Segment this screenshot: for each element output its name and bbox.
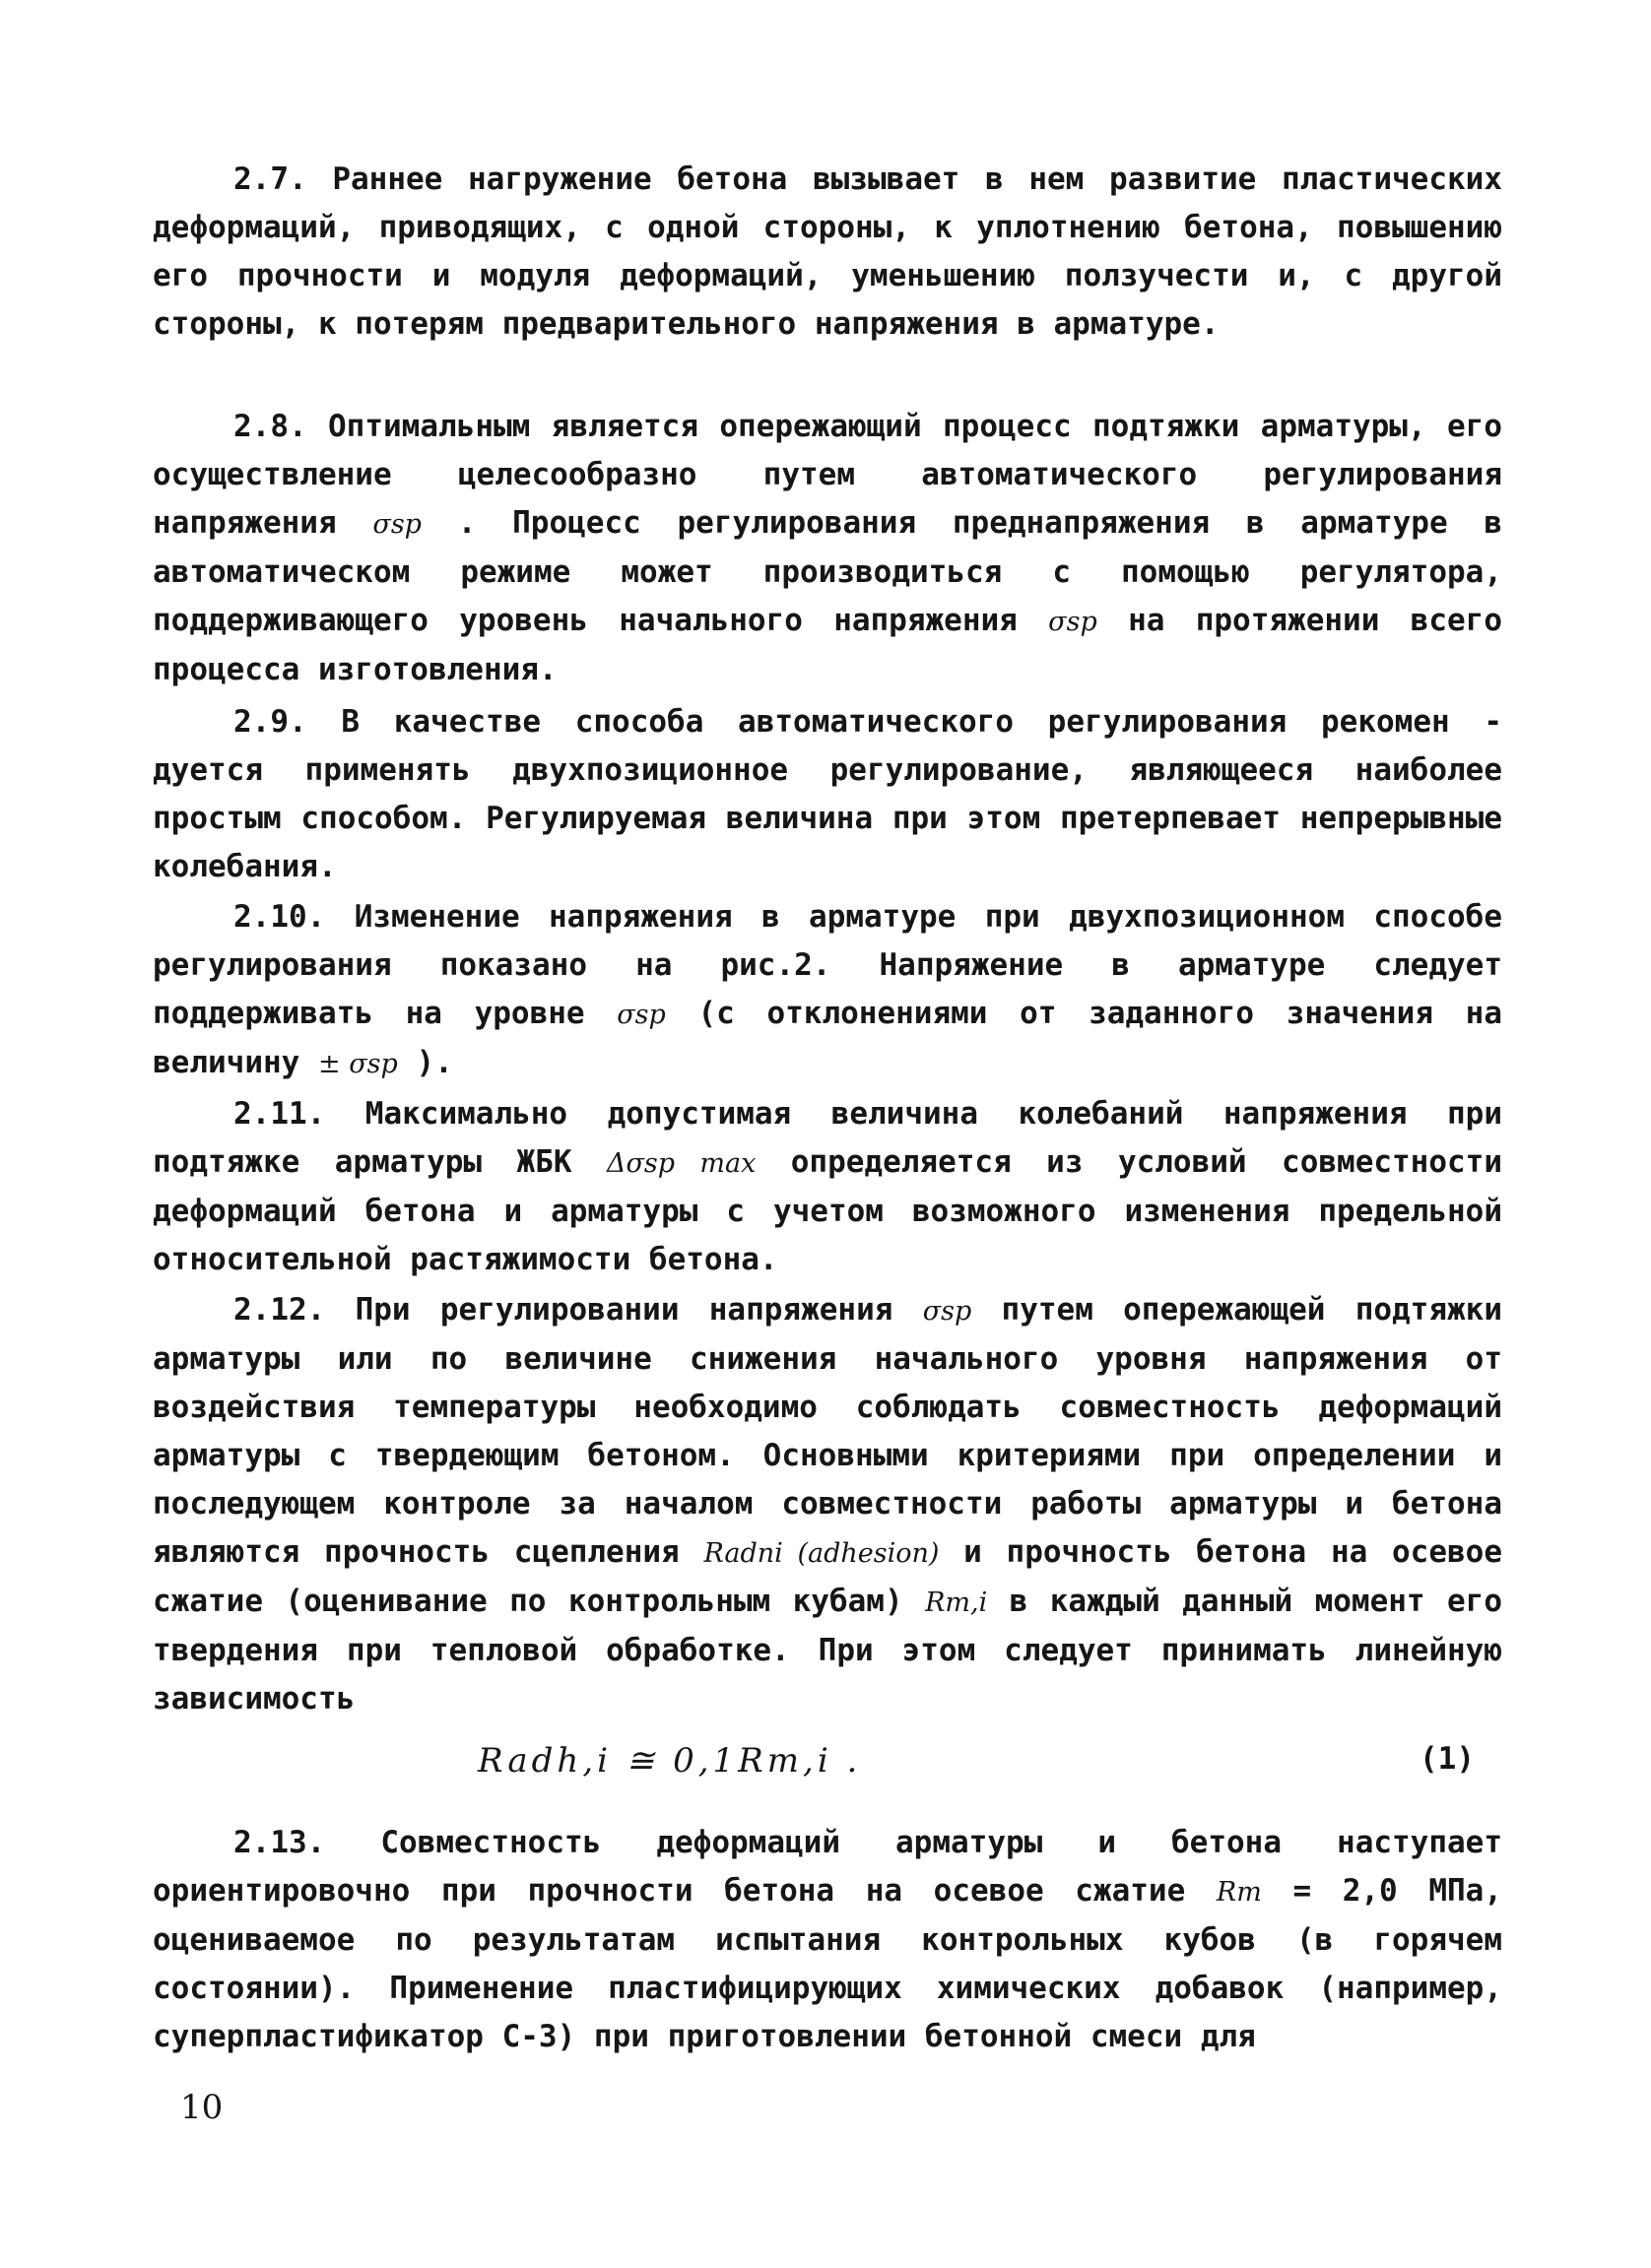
symbol-sigma-sp: σsp — [372, 509, 422, 540]
paragraph-number: 2.11. — [233, 1096, 326, 1132]
paragraph-text: В качестве способа автоматического регулирования рекомен - дуется применять двухпозиционное регулирование, являющееся наиболее простым способом. Регулируемая величина при этом претерпевает непрерывные колебания. — [153, 704, 1502, 884]
paragraph-text: путем опережающей подтяжки арматуры или по величине снижения начального уровня напряжения от воздействия температуры необходимо соблюдать совместность деформаций арматуры с твердеющим бетоном. Основными критериями при определении и последующем контроле за началом совместности работы арматуры и бетона являются прочность сцепления — [153, 1292, 1503, 1570]
paragraph-text: на протяжении всего процесса изготовления. — [153, 603, 1502, 687]
symbol-sigma-sp: σsp — [922, 1296, 972, 1327]
paragraph-text: определяется из условий совместности деформаций бетона и арматуры с учетом возможного изменения предельной относительной растяжимости бетона. — [153, 1144, 1502, 1277]
symbol-delta-sigma-max: Δσsp max — [606, 1148, 757, 1179]
paragraph-2-13 — [153, 1819, 1502, 2061]
paragraph-number: 2.8. — [233, 409, 307, 444]
paragraph-text: . Процесс регулирования преднапряжения в арматуре в автоматическом режиме может производиться с помощью регулятора, поддерживающего уровень начального напряжения — [153, 505, 1503, 638]
paragraph-text: Максимально допустимая величина колебаний напряжения при подтяжке арматуры ЖБК — [153, 1096, 1502, 1180]
paragraph-text: ). — [416, 1045, 453, 1080]
paragraph-2-9 — [153, 698, 1502, 891]
paragraph-text: и прочность бетона на осевое сжатие (оценивание по контрольным кубам) — [153, 1534, 1502, 1619]
paragraph-2-11 — [153, 1090, 1502, 1284]
paragraph-text: = 2,0 МПа, оцениваемое по результатам испытания контрольных кубов (в горячем состоянии). Применение пластифицирующих химических добавок (например, суперпластификатор С-3) при приготовлении бетонной смеси для — [153, 1873, 1502, 2054]
paragraph-2-10 — [153, 893, 1502, 1088]
paragraph-text: При регулировании напряжения — [355, 1292, 893, 1328]
paragraph-number: 2.12. — [233, 1292, 326, 1328]
symbol-r-m-i: Rm,i — [925, 1588, 988, 1618]
paragraph-text: (с отклонениями от заданного значения на величину — [153, 996, 1502, 1080]
page-number: 10 — [180, 2088, 224, 2127]
formula-1 — [153, 1741, 1502, 1792]
symbol-r-m: Rm — [1216, 1877, 1262, 1908]
formula-expression: Radh,i ≅ 0,1Rm,i . — [478, 1741, 862, 1781]
paragraph-number: 2.7. — [233, 162, 307, 197]
symbol-r-adhesion: Radni (adhesion) — [703, 1538, 940, 1569]
formula-number: (1) — [1420, 1741, 1475, 1777]
paragraph-text: Изменение напряжения в арматуре при двухпозиционном способе регулирования показано на рис.2. Напряжение в арматуре следует поддерживать на уровне — [153, 899, 1502, 1031]
paragraph-2-8 — [153, 403, 1502, 694]
symbol-plus-minus-sigma-sp: ± σsp — [317, 1049, 398, 1079]
paragraph-text: Совместность деформаций арматуры и бетона наступает ориентировочно при прочности бетона на осевое сжатие — [153, 1825, 1502, 1909]
paragraph-text: Раннее нагружение бетона вызывает в нем развитие пластических деформаций, приводящих, с одной стороны, к уплотнению бетона, повышению его прочности и модуля деформаций, уменьшению ползучести и, с другой стороны, к потерям предварительного напряжения в арматуре. — [153, 162, 1502, 342]
symbol-sigma-sp: σsp — [1048, 607, 1097, 637]
paragraph-number: 2.9. — [233, 704, 307, 740]
paragraph-2-12 — [153, 1286, 1502, 1723]
symbol-sigma-sp: σsp — [617, 1000, 666, 1030]
paragraph-text: в каждый данный момент его твердения при тепловой обработке. При этом следует принимать линейную зависимость — [153, 1584, 1502, 1717]
paragraph-number: 2.13. — [233, 1825, 326, 1860]
paragraph-2-7 — [153, 156, 1502, 349]
paragraph-text: Оптимальным является опережающий процесс подтяжки арматуры, его осуществление целесообразно путем автоматического регулирования напряжения — [153, 409, 1502, 541]
paragraph-number: 2.10. — [233, 899, 326, 935]
